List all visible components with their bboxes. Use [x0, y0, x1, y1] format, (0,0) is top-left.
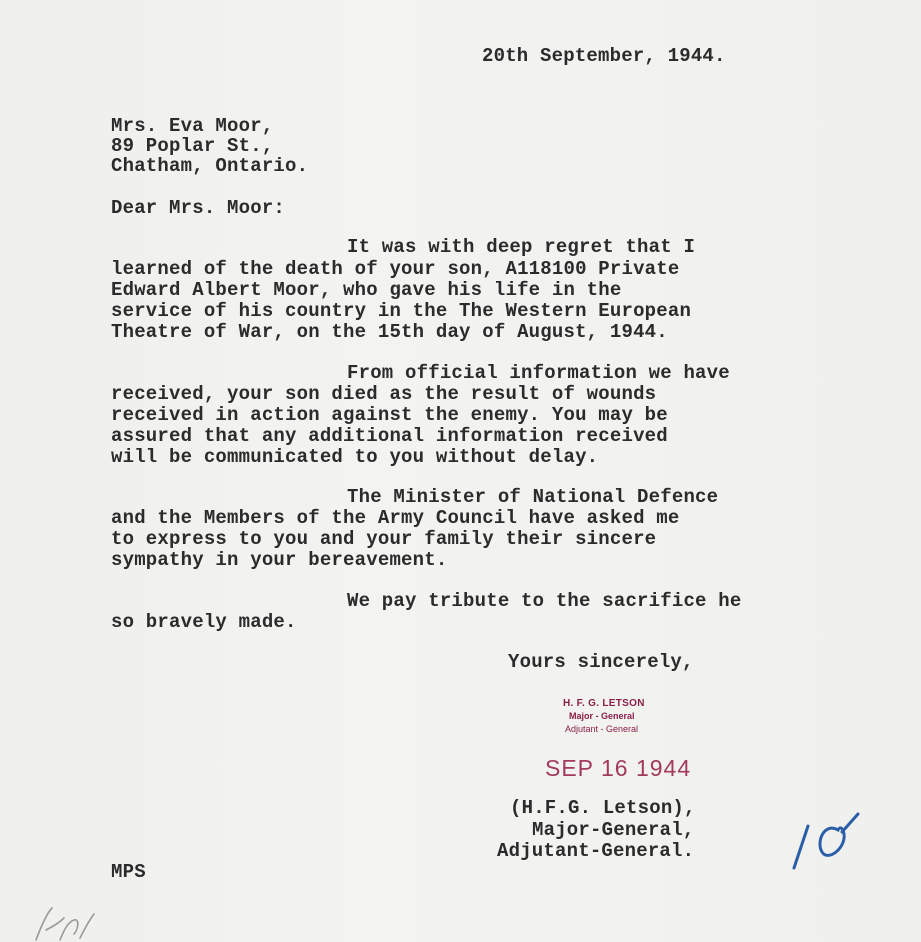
- received-date-stamp: SEP 16 1944: [545, 755, 692, 781]
- letter-date: 20th September, 1944.: [482, 45, 726, 67]
- address-line-2: 89 Poplar St.,: [111, 135, 274, 157]
- paragraph-2-line-2: received, your son died as the result of wounds: [111, 383, 657, 405]
- pencil-scribble: [30, 900, 100, 942]
- closing: Yours sincerely,: [508, 651, 694, 673]
- signature-stamp-rank: Major - General: [569, 711, 635, 721]
- paragraph-2-line-4: assured that any additional information received: [111, 425, 668, 447]
- paragraph-2-line-5: will be communicated to you without delay.: [111, 446, 599, 468]
- salutation: Dear Mrs. Moor:: [111, 197, 286, 219]
- paragraph-1-line-4: service of his country in the The Western European: [111, 300, 692, 322]
- paragraph-2-line-1: From official information we have: [347, 362, 730, 384]
- signature-block-line-1: (H.F.G. Letson),: [510, 797, 696, 819]
- paragraph-1-line-1: It was with deep regret that I: [347, 236, 696, 258]
- signature-block-line-3: Adjutant-General.: [497, 840, 695, 862]
- paragraph-3-line-4: sympathy in your bereavement.: [111, 549, 448, 571]
- paragraph-1-line-2: learned of the death of your son, A118100 Private: [111, 258, 680, 280]
- paragraph-3-line-2: and the Members of the Army Council have asked me: [111, 507, 680, 529]
- paragraph-3-line-1: The Minister of National Defence: [347, 486, 719, 508]
- paragraph-4-line-2: so bravely made.: [111, 611, 297, 633]
- typist-initials: MPS: [111, 861, 146, 883]
- paragraph-4-line-1: We pay tribute to the sacrifice he: [347, 590, 742, 612]
- paragraph-3-line-3: to express to you and your family their sincere: [111, 528, 657, 550]
- address-line-1: Mrs. Eva Moor,: [111, 115, 274, 137]
- signature-stamp-name: H. F. G. LETSON: [563, 698, 645, 709]
- paragraph-2-line-3: received in action against the enemy. You may be: [111, 404, 668, 426]
- address-line-3: Chatham, Ontario.: [111, 155, 309, 177]
- paragraph-1-line-5: Theatre of War, on the 15th day of August, 1944.: [111, 321, 668, 343]
- signature-block-line-2: Major-General,: [532, 819, 695, 841]
- paragraph-1-line-3: Edward Albert Moor, who gave his life in the: [111, 279, 622, 301]
- margin-note-handwriting: [786, 808, 866, 878]
- signature-stamp-title: Adjutant - General: [565, 724, 639, 734]
